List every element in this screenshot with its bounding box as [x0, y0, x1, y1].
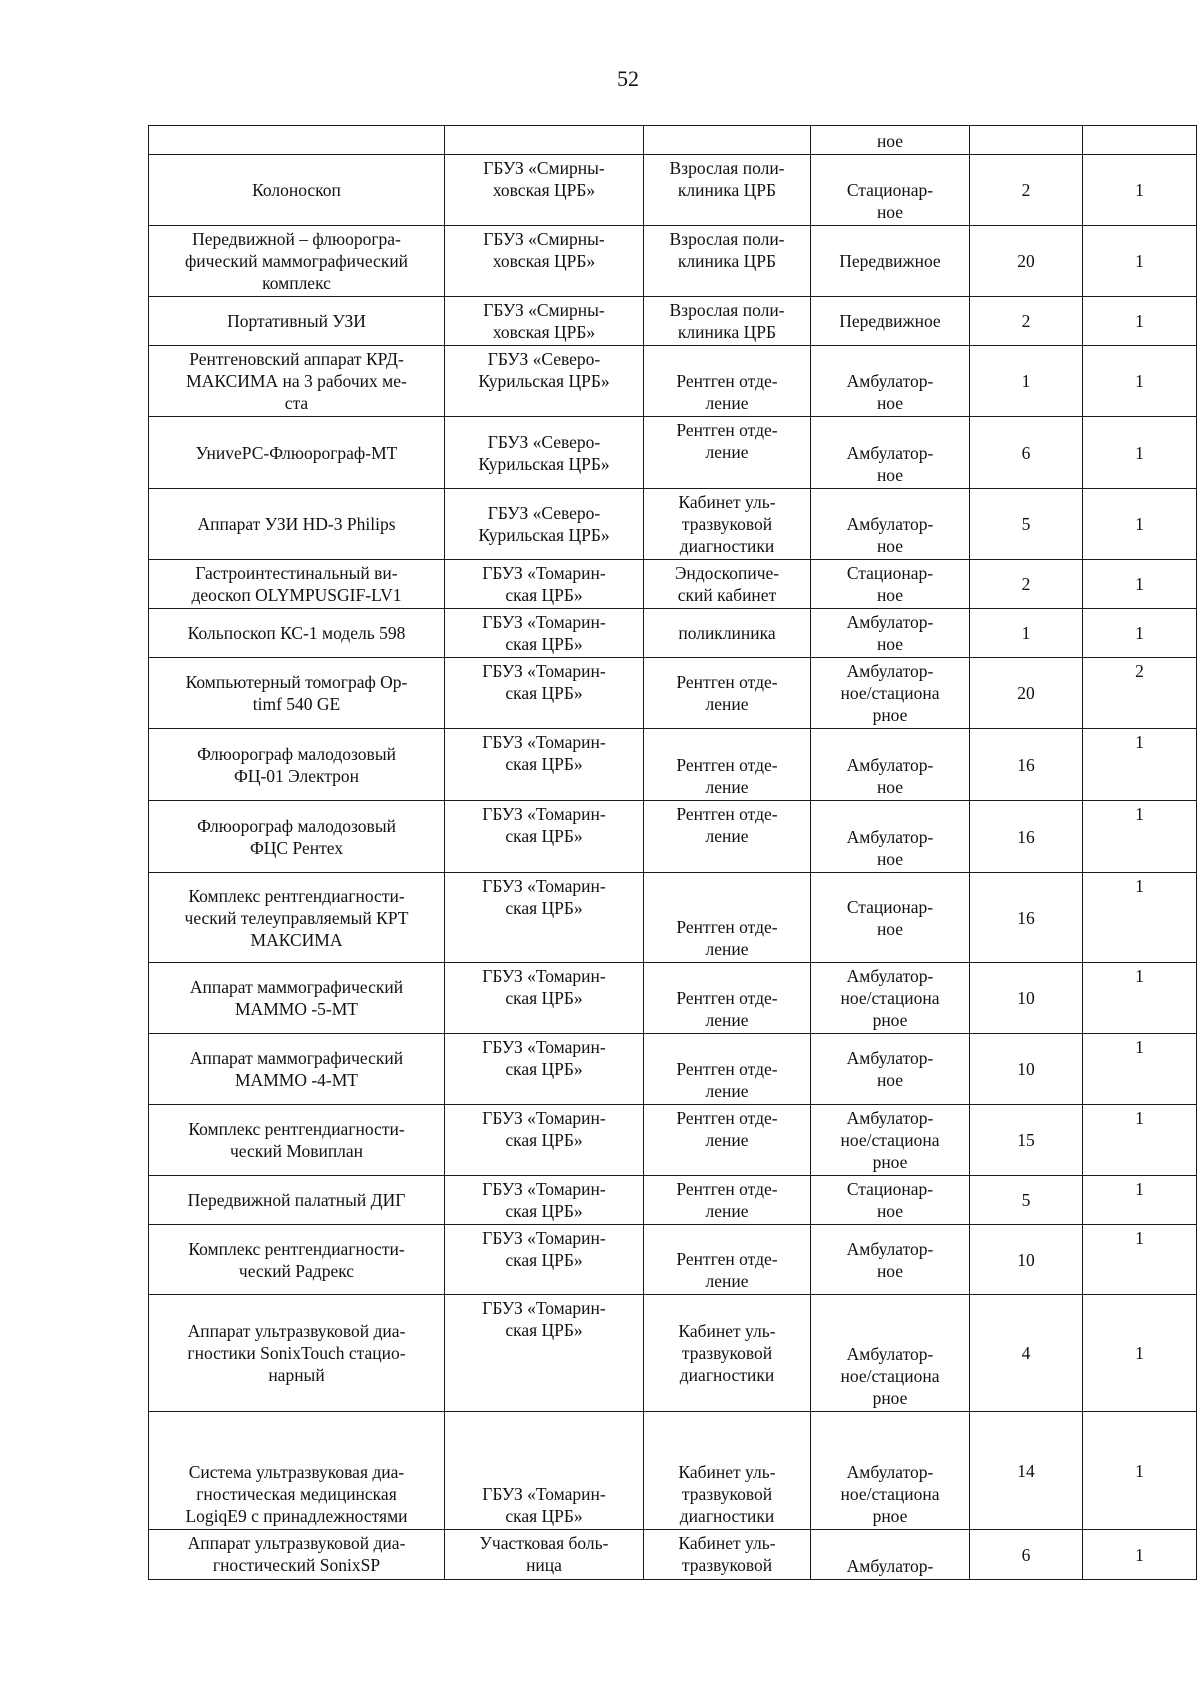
cell-count: 4 — [970, 1295, 1083, 1412]
cell-quantity: 1 — [1083, 963, 1197, 1034]
cell-type: Амбулатор- ное/стациона рное — [811, 658, 970, 729]
table-row — [149, 963, 1197, 1034]
cell-name: Передвижной палатный ДИГ — [149, 1176, 445, 1225]
table-row — [149, 658, 1197, 729]
cell-count: 16 — [970, 801, 1083, 873]
cell-department: Кабинет уль- тразвуковой диагностики — [644, 489, 811, 560]
cell-count: 5 — [970, 1176, 1083, 1225]
cell-type: Амбулатор- ное — [811, 1225, 970, 1295]
cell-quantity: 1 — [1083, 873, 1197, 963]
cell-count: 16 — [970, 873, 1083, 963]
cell-department: Эндоскопиче- ский кабинет — [644, 560, 811, 609]
cell-name: Комплекс рентгендиагности- ческий Мовиплан — [149, 1105, 445, 1176]
table-row — [149, 1225, 1197, 1295]
cell-quantity: 1 — [1083, 346, 1197, 417]
cell-organization: ГБУЗ «Северо- Курильская ЦРБ» — [445, 417, 644, 489]
cell-count: 16 — [970, 729, 1083, 801]
table-row — [149, 346, 1197, 417]
cell-name: Флюорограф малодозовый ФЦС Рентех — [149, 801, 445, 873]
cell-count: 6 — [970, 1530, 1083, 1580]
cell-organization — [445, 126, 644, 155]
cell-type: Амбулатор- ное — [811, 609, 970, 658]
table-row — [149, 1295, 1197, 1412]
cell-name — [149, 126, 445, 155]
cell-quantity: 1 — [1083, 1176, 1197, 1225]
cell-department: Кабинет уль- тразвуковой диагностики — [644, 1295, 811, 1412]
cell-department — [644, 126, 811, 155]
equipment-table — [148, 125, 1197, 1580]
table-row — [149, 489, 1197, 560]
cell-type: Амбулатор- ное — [811, 801, 970, 873]
cell-type: Амбулатор- ное/стациона рное — [811, 963, 970, 1034]
cell-type: ное — [811, 126, 970, 155]
cell-count: 1 — [970, 346, 1083, 417]
cell-organization: ГБУЗ «Смирны- ховская ЦРБ» — [445, 297, 644, 346]
cell-organization: ГБУЗ «Томарин- ская ЦРБ» — [445, 560, 644, 609]
cell-organization: ГБУЗ «Томарин- ская ЦРБ» — [445, 1295, 644, 1412]
cell-organization: ГБУЗ «Томарин- ская ЦРБ» — [445, 729, 644, 801]
cell-type: Амбулатор- ное/стациона рное — [811, 1105, 970, 1176]
cell-organization: ГБУЗ «Томарин- ская ЦРБ» — [445, 873, 644, 963]
cell-type: Стационар- ное — [811, 155, 970, 226]
table-row — [149, 1105, 1197, 1176]
table-row — [149, 226, 1197, 297]
cell-organization: ГБУЗ «Смирны- ховская ЦРБ» — [445, 226, 644, 297]
cell-name: Аппарат ультразвуковой диа- гностики SonixTouch стацио- нарный — [149, 1295, 445, 1412]
table-row — [149, 1412, 1197, 1530]
cell-count — [970, 126, 1083, 155]
cell-quantity: 1 — [1083, 226, 1197, 297]
cell-name: Комплекс рентгендиагности- ческий Радрекс — [149, 1225, 445, 1295]
cell-type: Амбулатор- ное — [811, 1034, 970, 1105]
cell-count: 10 — [970, 963, 1083, 1034]
cell-name: Передвижной – флюорогра- фический маммографический комплекс — [149, 226, 445, 297]
cell-department: Рентген отде- ление — [644, 873, 811, 963]
cell-department: Кабинет уль- тразвуковой диагностики — [644, 1412, 811, 1530]
table-row — [149, 560, 1197, 609]
cell-type: Амбулатор- ное — [811, 729, 970, 801]
cell-quantity: 1 — [1083, 1412, 1197, 1530]
cell-organization: ГБУЗ «Северо- Курильская ЦРБ» — [445, 489, 644, 560]
cell-organization: ГБУЗ «Томарин- ская ЦРБ» — [445, 1034, 644, 1105]
cell-name: Кольпоскоп КС-1 модель 598 — [149, 609, 445, 658]
table-row — [149, 1176, 1197, 1225]
cell-name: Портативный УЗИ — [149, 297, 445, 346]
cell-department: Рентген отде- ление — [644, 1034, 811, 1105]
cell-organization: ГБУЗ «Томарин- ская ЦРБ» — [445, 1412, 644, 1530]
cell-department: Рентген отде- ление — [644, 417, 811, 489]
cell-count: 10 — [970, 1225, 1083, 1295]
cell-department: Рентген отде- ление — [644, 1225, 811, 1295]
cell-quantity: 1 — [1083, 489, 1197, 560]
cell-count: 5 — [970, 489, 1083, 560]
cell-name: Колоноскоп — [149, 155, 445, 226]
cell-quantity: 1 — [1083, 1295, 1197, 1412]
cell-organization: ГБУЗ «Томарин- ская ЦРБ» — [445, 1105, 644, 1176]
cell-quantity: 1 — [1083, 560, 1197, 609]
cell-type: Амбулатор- ное — [811, 489, 970, 560]
cell-quantity: 1 — [1083, 729, 1197, 801]
cell-department: поликлиника — [644, 609, 811, 658]
cell-count: 2 — [970, 155, 1083, 226]
page-number: 52 — [617, 66, 639, 91]
cell-quantity: 1 — [1083, 609, 1197, 658]
cell-count: 15 — [970, 1105, 1083, 1176]
cell-department: Кабинет уль- тразвуковой — [644, 1530, 811, 1580]
table-row — [149, 417, 1197, 489]
cell-organization: ГБУЗ «Томарин- ская ЦРБ» — [445, 1176, 644, 1225]
cell-organization: ГБУЗ «Смирны- ховская ЦРБ» — [445, 155, 644, 226]
cell-type: Стационар- ное — [811, 560, 970, 609]
cell-quantity: 1 — [1083, 155, 1197, 226]
table-row — [149, 873, 1197, 963]
cell-department: Рентген отде- ление — [644, 963, 811, 1034]
cell-name: Рентгеновский аппарат КРД- МАКСИМА на 3 рабочих ме- ста — [149, 346, 445, 417]
cell-type: Амбулатор- ное/стациона рное — [811, 1295, 970, 1412]
cell-department: Взрослая поли- клиника ЦРБ — [644, 226, 811, 297]
cell-department: Рентген отде- ление — [644, 1105, 811, 1176]
table-row — [149, 801, 1197, 873]
equipment-table-body — [149, 126, 1197, 1580]
cell-organization: ГБУЗ «Северо- Курильская ЦРБ» — [445, 346, 644, 417]
cell-department: Рентген отде- ление — [644, 729, 811, 801]
table-row — [149, 1034, 1197, 1105]
cell-quantity: 1 — [1083, 1225, 1197, 1295]
cell-department: Рентген отде- ление — [644, 1176, 811, 1225]
cell-department: Рентген отде- ление — [644, 346, 811, 417]
cell-organization: ГБУЗ «Томарин- ская ЦРБ» — [445, 1225, 644, 1295]
table-row — [149, 297, 1197, 346]
cell-type: Амбулатор- ное/стациона рное — [811, 1412, 970, 1530]
table-row — [149, 609, 1197, 658]
cell-name: Флюорограф малодозовый ФЦ-01 Электрон — [149, 729, 445, 801]
cell-type: Передвижное — [811, 226, 970, 297]
table-row — [149, 126, 1197, 155]
cell-organization: Участковая боль- ница — [445, 1530, 644, 1580]
cell-count: 20 — [970, 226, 1083, 297]
cell-type: Амбулатор- — [811, 1530, 970, 1580]
cell-quantity: 1 — [1083, 417, 1197, 489]
cell-organization: ГБУЗ «Томарин- ская ЦРБ» — [445, 658, 644, 729]
cell-quantity: 1 — [1083, 1530, 1197, 1580]
cell-name: УниveРС-Флюорограф-МТ — [149, 417, 445, 489]
cell-organization: ГБУЗ «Томарин- ская ЦРБ» — [445, 963, 644, 1034]
cell-name: Аппарат маммографический МАММО -4-МТ — [149, 1034, 445, 1105]
cell-name: Гастроинтестинальный ви- деоскоп OLYMPUSGIF-LV1 — [149, 560, 445, 609]
cell-department: Взрослая поли- клиника ЦРБ — [644, 297, 811, 346]
cell-department: Рентген отде- ление — [644, 658, 811, 729]
cell-name: Комплекс рентгендиагности- ческий телеуправляемый КРТ МАКСИМА — [149, 873, 445, 963]
cell-name: Аппарат ультразвуковой диа- гностический SonixSP — [149, 1530, 445, 1580]
cell-count: 14 — [970, 1412, 1083, 1530]
table-row — [149, 155, 1197, 226]
cell-quantity: 1 — [1083, 297, 1197, 346]
cell-type: Стационар- ное — [811, 873, 970, 963]
cell-count: 6 — [970, 417, 1083, 489]
cell-quantity: 2 — [1083, 658, 1197, 729]
cell-name: Аппарат УЗИ HD-3 Philips — [149, 489, 445, 560]
table-row — [149, 1530, 1197, 1580]
cell-type: Амбулатор- ное — [811, 417, 970, 489]
cell-quantity: 1 — [1083, 801, 1197, 873]
cell-count: 1 — [970, 609, 1083, 658]
cell-department: Взрослая поли- клиника ЦРБ — [644, 155, 811, 226]
cell-name: Аппарат маммографический МАММО -5-МТ — [149, 963, 445, 1034]
cell-organization: ГБУЗ «Томарин- ская ЦРБ» — [445, 801, 644, 873]
cell-type: Стационар- ное — [811, 1176, 970, 1225]
cell-quantity: 1 — [1083, 1034, 1197, 1105]
cell-department: Рентген отде- ление — [644, 801, 811, 873]
cell-count: 2 — [970, 560, 1083, 609]
cell-count: 10 — [970, 1034, 1083, 1105]
cell-name: Компьютерный томограф Op- timf 540 GE — [149, 658, 445, 729]
cell-organization: ГБУЗ «Томарин- ская ЦРБ» — [445, 609, 644, 658]
cell-quantity: 1 — [1083, 1105, 1197, 1176]
cell-type: Амбулатор- ное — [811, 346, 970, 417]
cell-type: Передвижное — [811, 297, 970, 346]
cell-quantity — [1083, 126, 1197, 155]
cell-count: 20 — [970, 658, 1083, 729]
table-row — [149, 729, 1197, 801]
cell-count: 2 — [970, 297, 1083, 346]
cell-name: Система ультразвуковая диа- гностическая медицинская LogiqE9 с принадлежностями — [149, 1412, 445, 1530]
